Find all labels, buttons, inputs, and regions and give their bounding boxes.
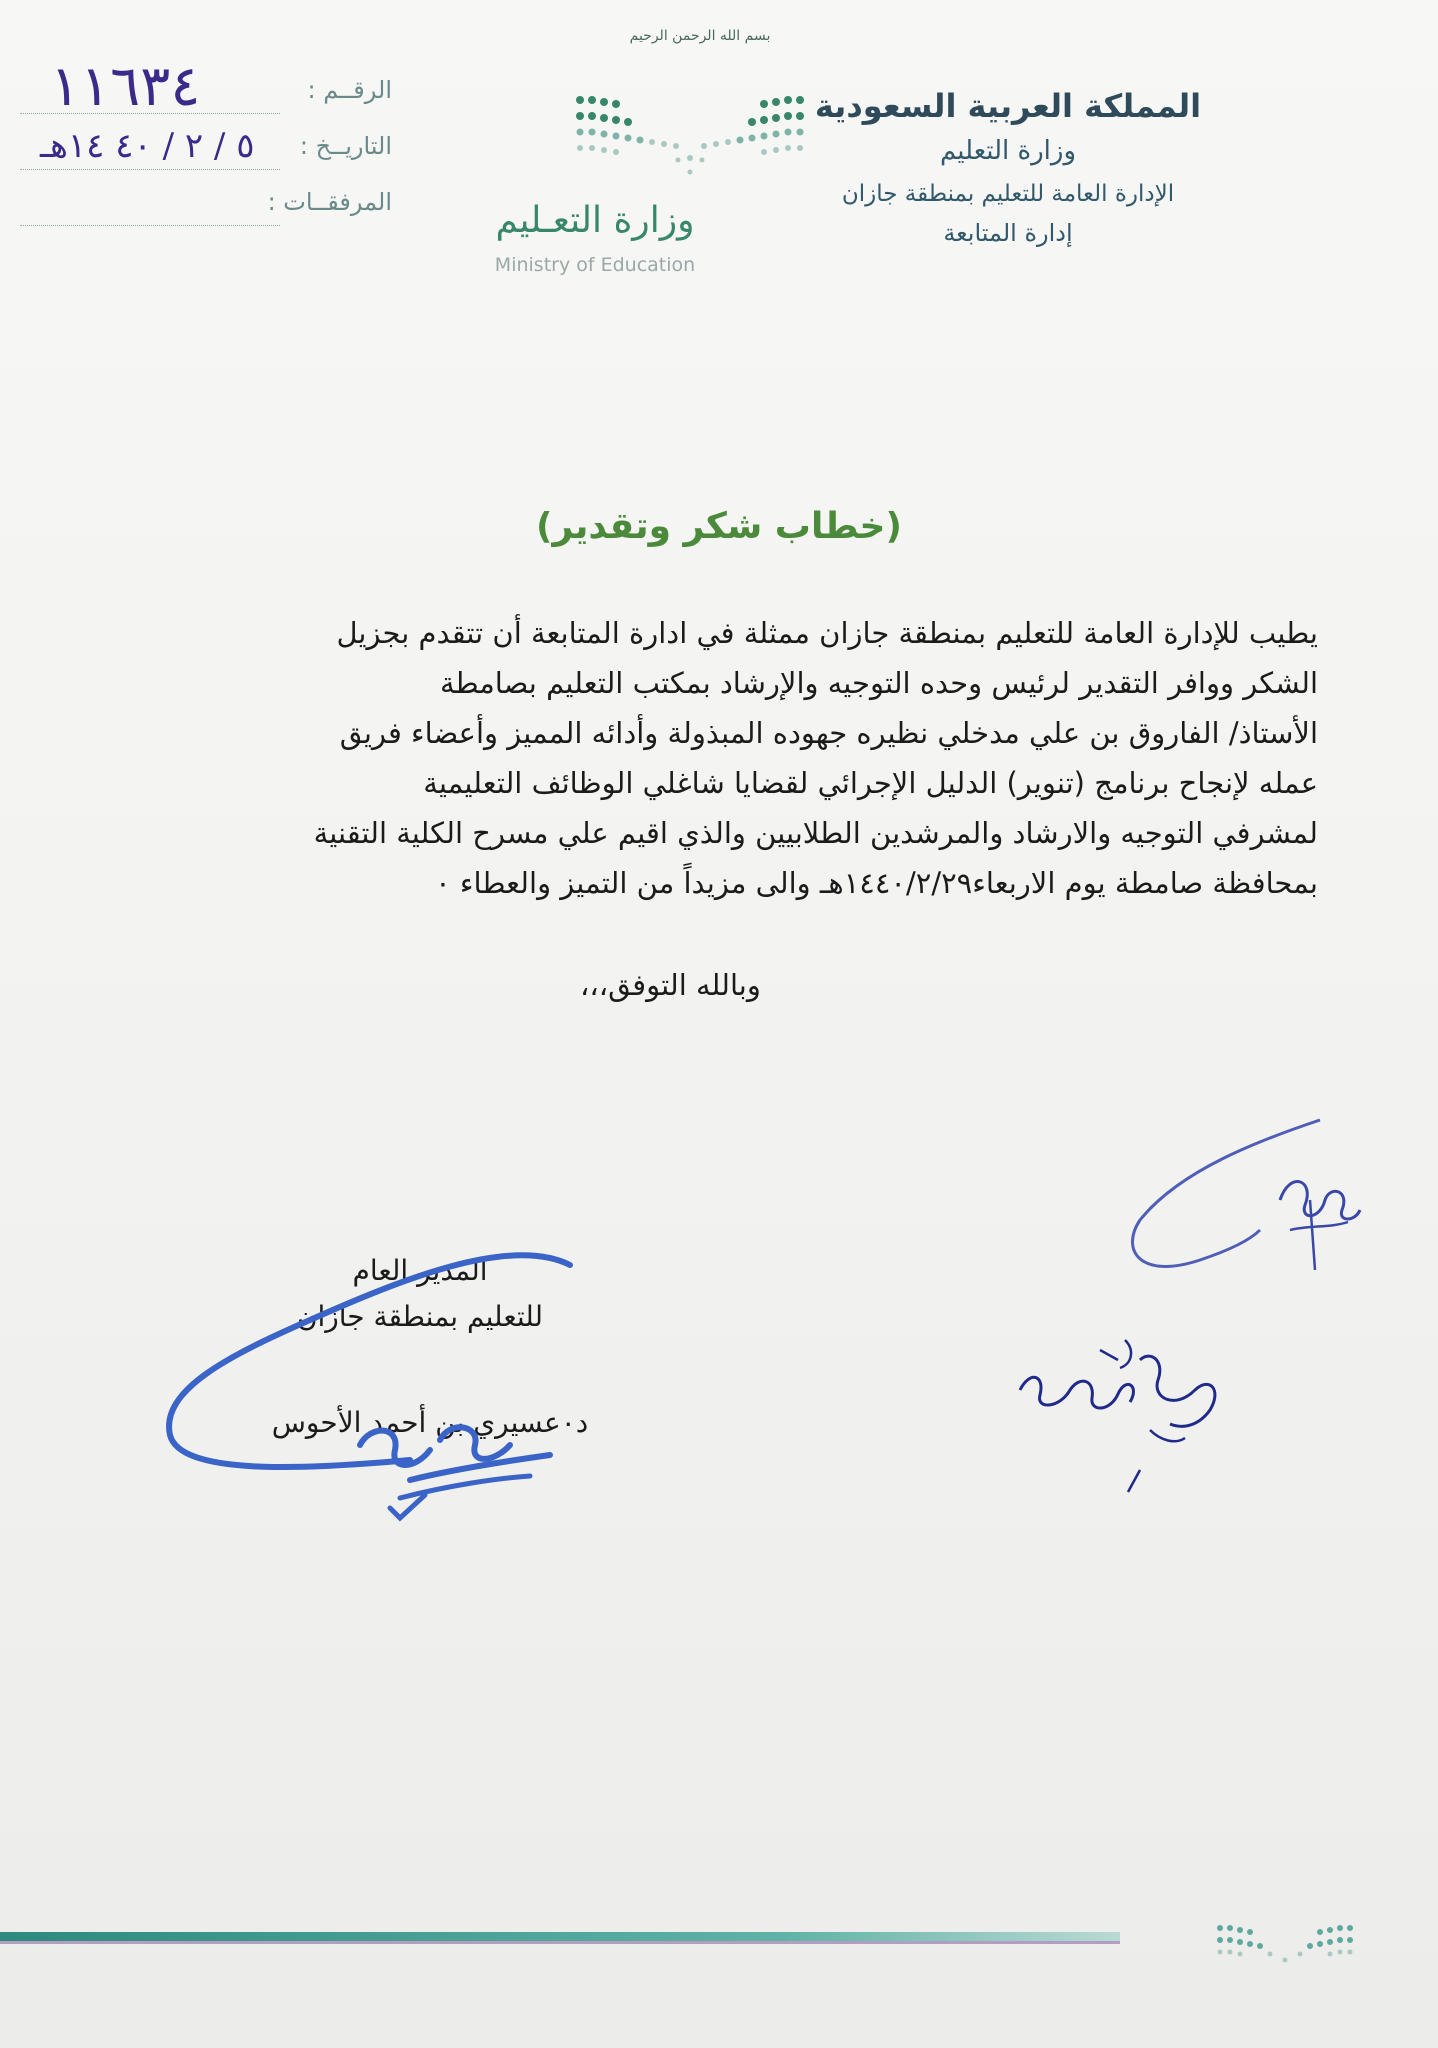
- handwritten-number: ١١٦٣٤: [50, 54, 201, 119]
- initials-signature: [1110, 1110, 1370, 1290]
- reference-number-row: [20, 54, 400, 122]
- attachments-label: المرفقــات :: [267, 188, 392, 216]
- logo-name-arabic: وزارة التعـليم: [495, 200, 695, 241]
- closing-phrase: وبالله التوفق،،،: [580, 968, 761, 1002]
- body-line: الشكر ووافر التقدير لرئيس وحده التوجيه والإرشاد بمكتب التعليم بصامطة: [439, 666, 1318, 700]
- date-label: التاريــخ :: [299, 132, 392, 160]
- handwritten-note-signature: [1000, 1320, 1240, 1500]
- signatory-title-line1: المدير العام: [352, 1254, 488, 1287]
- attachments-dotted-line: [20, 225, 280, 226]
- basmala: بسم الله الرحمن الرحيم: [629, 28, 771, 44]
- handwritten-date: ٥ / ٢ / ٤٠ ١٤هـ: [40, 126, 255, 166]
- kingdom-name: المملكة العربية السعودية: [814, 87, 1202, 125]
- general-administration: الإدارة العامة للتعليم بمنطقة جازان: [841, 181, 1175, 207]
- date-dotted-line: [20, 169, 280, 170]
- body-line: بمحافظة صامطة يوم الاربعاء١٤٤٠/٢/٢٩هـ والى مزيداً من التميز والعطاء ٠: [435, 866, 1318, 900]
- number-label: الرقــم :: [307, 76, 392, 104]
- department-name: إدارة المتابعة: [943, 219, 1073, 247]
- ministry-name: وزارة التعليم: [939, 136, 1077, 166]
- letter-body: [158, 608, 1318, 908]
- attachments-row: [20, 188, 400, 234]
- director-signature: [150, 1240, 600, 1540]
- letter-title: (خطاب شكر وتقدير): [536, 506, 902, 547]
- body-line: يطيب للإدارة العامة للتعليم بمنطقة جازان ممثلة في ادارة المتابعة أن تتقدم بجزيل: [336, 616, 1318, 650]
- body-line: لمشرفي التوجيه والارشاد والمرشدين الطلابيين والذي اقيم علي مسرح الكلية التقنية: [313, 816, 1318, 850]
- body-line: الأستاذ/ الفاروق بن علي مدخلي نظيره جهوده المبذولة وأدائه المميز وأعضاء فريق: [339, 716, 1318, 750]
- body-line: عمله لإنجاح برنامج (تنوير) الدليل الإجرائي لقضايا شاغلي الوظائف التعليمية: [423, 766, 1318, 800]
- footer-bar: [0, 1932, 1120, 1941]
- logo-name-english: Ministry of Education: [494, 254, 696, 276]
- ministry-dots-icon: [560, 86, 820, 186]
- date-row: [20, 126, 400, 178]
- signatory-title-line2: للتعليم بمنطقة جازان: [296, 1300, 544, 1333]
- signatory-name: د٠عسيري بن أحمد الأحوس: [271, 1406, 589, 1439]
- footer-bar-accent: [0, 1941, 1120, 1944]
- footer-dots-icon: [1210, 1918, 1360, 1978]
